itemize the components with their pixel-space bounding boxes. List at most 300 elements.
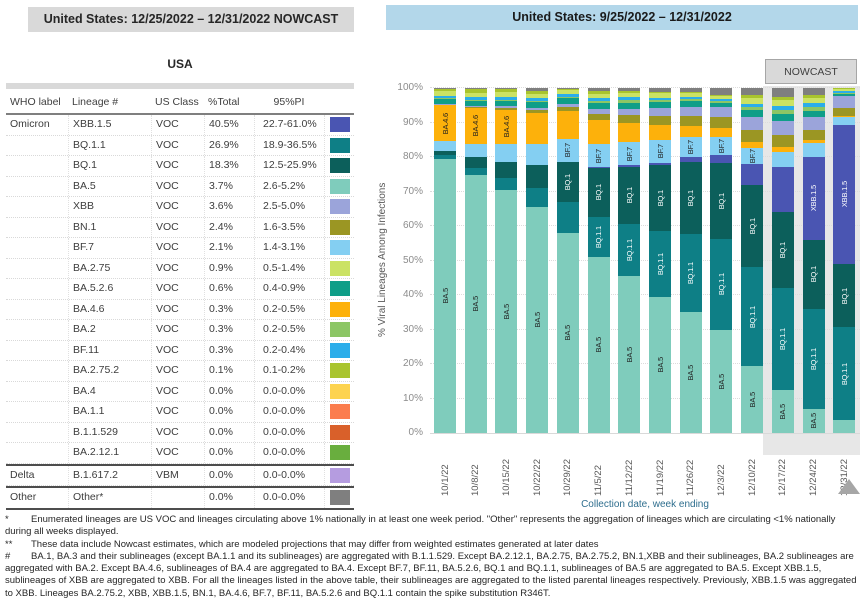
bar-segment-BQ.1[interactable] xyxy=(803,240,825,309)
bar-segment-BA.2.75.2[interactable] xyxy=(680,92,702,93)
bar-segment-BA.2.75[interactable] xyxy=(772,100,794,106)
bar-segment-BF.7[interactable] xyxy=(803,143,825,157)
bar-segment-BF.11[interactable] xyxy=(588,98,610,101)
bar-segment-XBB[interactable] xyxy=(434,104,456,105)
bar-segment-BA.5.2.6[interactable] xyxy=(741,110,763,117)
bar-segment-BA.2.75.2[interactable] xyxy=(772,97,794,100)
bar-segment-BA.2[interactable] xyxy=(833,93,855,94)
bar-segment-BA.5[interactable] xyxy=(649,297,671,433)
bar-segment-Other[interactable] xyxy=(557,88,579,89)
bar-segment-BA.2[interactable] xyxy=(495,100,517,101)
bar-segment-BA.2.75.2[interactable] xyxy=(710,95,732,96)
who-label-cell xyxy=(6,320,68,340)
lineage-cell: BQ.1 xyxy=(68,156,151,176)
bar-segment-BF.11[interactable] xyxy=(526,98,548,101)
bar-10/22/22[interactable] xyxy=(526,88,548,433)
bar-segment-BA.4.6[interactable] xyxy=(434,105,456,141)
bar-segment-BQ.1.1[interactable] xyxy=(680,234,702,313)
bar-segment-XBB[interactable] xyxy=(772,121,794,135)
bar-segment-BN.1[interactable] xyxy=(588,114,610,120)
bar-segment-BA.2.75.2[interactable] xyxy=(434,89,456,91)
bar-segment-BQ.1[interactable] xyxy=(618,167,640,224)
bar-segment-BA.4.6[interactable] xyxy=(680,126,702,138)
x-tick-label: 11/19/22 xyxy=(654,459,666,496)
bar-segment-BN.1[interactable] xyxy=(465,107,487,108)
bar-segment-XBB[interactable] xyxy=(465,106,487,107)
bar-segment-BA.2.75[interactable] xyxy=(680,93,702,97)
swatch-cell xyxy=(324,300,354,320)
bar-segment-BN.1[interactable] xyxy=(833,108,855,116)
total-cell: 0.9% xyxy=(204,259,254,279)
bar-segment-BF.11[interactable] xyxy=(465,97,487,100)
bar-segment-BA.5.2.6[interactable] xyxy=(710,103,732,108)
bar-segment-BA.5.2.6[interactable] xyxy=(465,101,487,106)
bar-segment-BA.4.6[interactable] xyxy=(833,116,855,117)
lineage-color-swatch xyxy=(330,445,350,460)
bar-segment-BQ.1.1[interactable] xyxy=(495,178,517,190)
segment-label: BA.5 xyxy=(563,325,573,341)
us-class-cell: VOC xyxy=(151,320,204,340)
segment-label: BQ.1 xyxy=(594,184,604,201)
bar-segment-BQ.1[interactable] xyxy=(680,162,702,234)
x-tick-label: 12/10/22 xyxy=(746,459,758,496)
bar-segment-XBB.1.5[interactable] xyxy=(741,164,763,185)
lineage-row-B.1.617.2 xyxy=(6,464,354,487)
lineage-cell: BF.11 xyxy=(68,341,151,361)
lineage-row-BQ.1.1 xyxy=(6,136,354,157)
bar-11/12/22[interactable] xyxy=(618,88,640,433)
bar-segment-BQ.1[interactable] xyxy=(588,168,610,217)
bar-segment-BN.1[interactable] xyxy=(649,116,671,125)
bar-segment-BA.2.75[interactable] xyxy=(465,93,487,97)
bar-segment-BF.7[interactable] xyxy=(710,137,732,155)
bar-segment-BN.1[interactable] xyxy=(741,130,763,142)
total-cell: 0.0% xyxy=(204,466,254,486)
lineage-cell: B.1.617.2 xyxy=(68,466,151,486)
bar-12/24/22[interactable] xyxy=(803,88,825,433)
bar-segment-BA.5[interactable] xyxy=(588,257,610,433)
bar-segment-BQ.1[interactable] xyxy=(772,212,794,288)
lineage-cell: BN.1 xyxy=(68,218,151,238)
bar-segment-BF.7[interactable] xyxy=(833,117,855,124)
bar-segment-BF.11[interactable] xyxy=(741,104,763,107)
bar-segment-BF.11[interactable] xyxy=(557,94,579,97)
segment-label: BA.5 xyxy=(440,288,450,304)
lineage-color-swatch xyxy=(330,322,350,337)
lineage-cell: BA.4 xyxy=(68,382,151,402)
bar-segment-XBB.1.5[interactable] xyxy=(649,163,671,166)
bar-segment-BA.2[interactable] xyxy=(649,100,671,102)
bar-segment-BA.5[interactable] xyxy=(618,276,640,433)
bar-segment-BQ.1[interactable] xyxy=(465,157,487,169)
bar-segment-XBB[interactable] xyxy=(741,117,763,130)
bar-segment-Other[interactable] xyxy=(772,88,794,97)
bar-segment-BF.7[interactable] xyxy=(618,142,640,165)
bar-segment-BA.4.6[interactable] xyxy=(526,113,548,144)
us-class-cell xyxy=(151,488,204,508)
lineage-cell: XBB xyxy=(68,197,151,217)
bar-segment-BN.1[interactable] xyxy=(618,115,640,122)
bar-segment-BN.1[interactable] xyxy=(495,108,517,110)
bar-segment-BQ.1.1[interactable] xyxy=(526,188,548,208)
bar-segment-BQ.1[interactable] xyxy=(710,163,732,239)
table-top-band xyxy=(6,83,354,89)
bar-segment-XBB[interactable] xyxy=(803,117,825,130)
bar-segment-BA.5.2.6[interactable] xyxy=(680,101,702,107)
bar-segment-BQ.1.1[interactable] xyxy=(434,155,456,158)
bar-segment-BA.5.2.6[interactable] xyxy=(495,101,517,106)
bar-segment-XBB.1.5[interactable] xyxy=(772,167,794,212)
bar-segment-BF.11[interactable] xyxy=(649,98,671,101)
bar-segment-BA.2.75.2[interactable] xyxy=(803,95,825,98)
us-class-cell: VOC xyxy=(151,259,204,279)
bar-segment-BF.7[interactable] xyxy=(588,144,610,167)
bar-segment-BF.7[interactable] xyxy=(741,148,763,164)
segment-label: BA.4.6 xyxy=(471,115,481,137)
bar-segment-BA.2.75.2[interactable] xyxy=(526,91,548,93)
bar-segment-BF.11[interactable] xyxy=(710,99,732,101)
bar-segment-Other[interactable] xyxy=(680,88,702,92)
bar-segment-BA.2.75[interactable] xyxy=(710,95,732,99)
pi-cell: 0.0-0.0% xyxy=(254,423,324,443)
bar-segment-BQ.1[interactable] xyxy=(833,264,855,327)
bar-12/17/22[interactable] xyxy=(772,88,794,433)
bar-10/8/22[interactable] xyxy=(465,88,487,433)
bar-segment-BA.2[interactable] xyxy=(526,101,548,102)
total-cell: 3.6% xyxy=(204,197,254,217)
bar-segment-BA.2.75[interactable] xyxy=(618,93,640,98)
bar-segment-BA.2[interactable] xyxy=(588,101,610,103)
us-class-cell: VOC xyxy=(151,218,204,238)
bar-segment-Other[interactable] xyxy=(465,88,487,89)
bar-segment-XBB[interactable] xyxy=(833,96,855,108)
bar-segment-BA.2[interactable] xyxy=(465,100,487,101)
bar-12/3/22[interactable] xyxy=(710,88,732,433)
bar-segment-BA.5[interactable] xyxy=(710,330,732,434)
bar-10/29/22[interactable] xyxy=(557,88,579,433)
bar-segment-BA.2.75[interactable] xyxy=(649,93,671,97)
bar-segment-BA.4.6[interactable] xyxy=(649,125,671,141)
bar-segment-BA.5.2.6[interactable] xyxy=(588,103,610,109)
lineage-row-BA.4.6 xyxy=(6,300,354,321)
lineage-color-swatch xyxy=(330,179,350,194)
bar-segment-XBB[interactable] xyxy=(649,108,671,116)
bar-segment-BA.5.2.6[interactable] xyxy=(618,103,640,110)
bar-segment-BF.11[interactable] xyxy=(434,96,456,99)
segment-label: BQ.1 xyxy=(655,189,665,207)
bar-segment-XBB[interactable] xyxy=(710,107,732,117)
bar-segment-BF.11[interactable] xyxy=(680,97,702,99)
bar-segment-BA.5[interactable] xyxy=(495,190,517,433)
bar-segment-BA.5[interactable] xyxy=(680,312,702,433)
bar-segment-BA.2.75.2[interactable] xyxy=(588,91,610,93)
bar-segment-BQ.1.1[interactable] xyxy=(618,224,640,276)
lineage-cell: BA.4.6 xyxy=(68,300,151,320)
pi-cell: 0.5-1.4% xyxy=(254,259,324,279)
swatch-cell xyxy=(324,402,354,422)
bar-segment-XBB.1.5[interactable] xyxy=(710,155,732,163)
bar-segment-BF.7[interactable] xyxy=(526,144,548,164)
bar-segment-BA.2.75[interactable] xyxy=(741,98,763,104)
swatch-cell xyxy=(324,279,354,299)
bar-segment-XBB[interactable] xyxy=(680,107,702,116)
segment-label: BQ.1 xyxy=(809,266,819,283)
bar-segment-BA.2[interactable] xyxy=(803,107,825,110)
swatch-cell xyxy=(324,238,354,258)
bar-segment-Other[interactable] xyxy=(649,88,671,92)
bar-segment-Other[interactable] xyxy=(526,88,548,91)
bar-segment-Other[interactable] xyxy=(710,88,732,95)
bar-segment-BA.2.75[interactable] xyxy=(557,90,579,94)
bar-segment-BN.1[interactable] xyxy=(680,116,702,126)
footnotes xyxy=(5,514,860,600)
bar-segment-BA.5[interactable] xyxy=(741,366,763,433)
bar-segment-BA.5[interactable] xyxy=(833,420,855,433)
bar-segment-XBB[interactable] xyxy=(588,109,610,114)
bar-segment-BA.4.6[interactable] xyxy=(710,128,732,137)
bar-segment-BF.7[interactable] xyxy=(772,152,794,168)
bar-segment-BN.1[interactable] xyxy=(710,117,732,127)
segment-label: BF.7 xyxy=(594,148,604,163)
pi-cell: 0.2-0.5% xyxy=(254,300,324,320)
bar-segment-BA.5[interactable] xyxy=(772,390,794,433)
bar-segment-BQ.1[interactable] xyxy=(649,165,671,230)
lineage-color-swatch xyxy=(330,384,350,399)
bar-12/10/22[interactable] xyxy=(741,88,763,433)
bar-11/5/22[interactable] xyxy=(588,88,610,433)
bar-segment-BA.4.6[interactable] xyxy=(495,110,517,144)
bar-segment-BA.5[interactable] xyxy=(434,159,456,433)
who-label-cell xyxy=(6,300,68,320)
bar-segment-BF.7[interactable] xyxy=(465,144,487,157)
bar-segment-BA.5[interactable] xyxy=(526,207,548,433)
bar-segment-BA.4.6[interactable] xyxy=(588,120,610,144)
bar-segment-BA.5.2.6[interactable] xyxy=(434,99,456,103)
bar-segment-BA.5[interactable] xyxy=(465,175,487,433)
bar-segment-BA.5.2.6[interactable] xyxy=(526,102,548,108)
bar-segment-BF.7[interactable] xyxy=(434,141,456,151)
us-class-cell: VOC xyxy=(151,136,204,156)
nowcast-button[interactable]: NOWCAST xyxy=(765,59,857,84)
col-header-lineage: Lineage # xyxy=(72,96,119,108)
lineage-color-swatch xyxy=(330,404,350,419)
bar-segment-BF.7[interactable] xyxy=(649,140,671,162)
y-tick-label: 100% xyxy=(397,82,423,93)
bar-segment-BA.4.6[interactable] xyxy=(803,140,825,143)
bar-segment-BQ.1.1[interactable] xyxy=(741,267,763,365)
footnote: ** These data include Nowcast estimates, which are modeled projections that may differ from weighted estimates generated at later dates xyxy=(5,538,599,550)
bar-segment-BA.2.75.2[interactable] xyxy=(495,89,517,92)
lineage-table xyxy=(6,92,354,510)
bar-segment-XBB[interactable] xyxy=(495,106,517,108)
bar-segment-BA.2.75[interactable] xyxy=(833,88,855,91)
bar-segment-BA.2.75[interactable] xyxy=(588,94,610,99)
bar-segment-BA.2.75.2[interactable] xyxy=(741,95,763,98)
bar-segment-BQ.1[interactable] xyxy=(526,165,548,188)
segment-label: BQ.1.1 xyxy=(624,238,634,261)
bar-segment-XBB.1.5[interactable] xyxy=(588,167,610,168)
bar-segment-XBB.1.5[interactable] xyxy=(833,125,855,265)
bar-segment-BA.5[interactable] xyxy=(803,409,825,433)
bar-segment-Other[interactable] xyxy=(741,88,763,95)
bar-segment-BQ.1.1[interactable] xyxy=(772,288,794,390)
segment-label: BQ.1 xyxy=(563,173,573,190)
bar-segment-BA.5[interactable] xyxy=(557,233,579,433)
segment-label: BQ.1.1 xyxy=(686,261,696,284)
bar-segment-BF.11[interactable] xyxy=(772,106,794,110)
bar-segment-Other[interactable] xyxy=(434,88,456,89)
total-cell: 0.0% xyxy=(204,423,254,443)
bar-segment-BA.2.75.2[interactable] xyxy=(649,92,671,93)
pi-cell: 0.2-0.5% xyxy=(254,320,324,340)
bar-segment-BN.1[interactable] xyxy=(803,130,825,140)
segment-label: XBB.1.5 xyxy=(839,181,849,208)
bar-segment-XBB[interactable] xyxy=(618,109,640,115)
bar-segment-XBB[interactable] xyxy=(526,108,548,110)
bar-segment-BQ.1.1[interactable] xyxy=(803,309,825,409)
bar-segment-BF.11[interactable] xyxy=(618,97,640,100)
total-cell: 0.6% xyxy=(204,279,254,299)
bar-segment-BA.2[interactable] xyxy=(557,97,579,98)
segment-label: BQ.1.1 xyxy=(655,252,665,275)
bar-segment-BA.4.6[interactable] xyxy=(557,111,579,139)
bar-segment-Other[interactable] xyxy=(495,88,517,89)
us-class-cell: VOC xyxy=(151,115,204,135)
bar-segment-BQ.1[interactable] xyxy=(434,151,456,155)
us-class-cell: VOC xyxy=(151,300,204,320)
bar-segment-BA.2[interactable] xyxy=(741,107,763,110)
who-label-cell xyxy=(6,382,68,402)
bar-segment-BF.7[interactable] xyxy=(680,137,702,157)
lineage-row-XBB.1.5 xyxy=(6,115,354,136)
bar-segment-BQ.1[interactable] xyxy=(495,162,517,178)
bar-segment-BA.2.75[interactable] xyxy=(434,91,456,95)
bar-segment-BA.4.6[interactable] xyxy=(772,147,794,152)
bar-segment-BA.4.6[interactable] xyxy=(465,108,487,144)
segment-label: BA.5 xyxy=(716,373,726,389)
bar-segment-BF.11[interactable] xyxy=(495,97,517,100)
bar-segment-Other[interactable] xyxy=(618,88,640,91)
total-cell: 40.5% xyxy=(204,115,254,135)
lineage-cell: BA.5 xyxy=(68,177,151,197)
col-header-who-label: WHO label xyxy=(10,96,61,108)
segment-label: BF.7 xyxy=(563,143,573,158)
col-header-total: %Total xyxy=(208,96,240,108)
segment-label: BA.5 xyxy=(624,346,634,363)
lineage-cell: B.1.1.529 xyxy=(68,423,151,443)
segment-label: BA.5 xyxy=(471,296,481,312)
bar-segment-BA.2.75[interactable] xyxy=(526,94,548,98)
bar-segment-BF.7[interactable] xyxy=(495,144,517,162)
col-header-us-class: US Class xyxy=(155,96,199,108)
bar-segment-BA.5.2.6[interactable] xyxy=(772,114,794,121)
bar-segment-BA.2[interactable] xyxy=(680,99,702,101)
lineage-color-swatch xyxy=(330,261,350,276)
bar-segment-BN.1[interactable] xyxy=(557,107,579,111)
bar-segment-BA.2.75.2[interactable] xyxy=(465,89,487,92)
bar-segment-BN.1[interactable] xyxy=(772,135,794,147)
bar-segment-BQ.1.1[interactable] xyxy=(465,168,487,175)
bar-10/1/22[interactable] xyxy=(434,88,456,433)
bar-11/19/22[interactable] xyxy=(649,88,671,433)
bar-segment-BA.2.75[interactable] xyxy=(495,92,517,96)
y-tick-label: 90% xyxy=(402,116,423,128)
total-cell: 0.1% xyxy=(204,361,254,381)
us-class-cell: VOC xyxy=(151,443,204,463)
bar-segment-BN.1[interactable] xyxy=(434,104,456,105)
total-cell: 0.0% xyxy=(204,443,254,463)
table-title: USA xyxy=(167,57,193,71)
bar-segment-BQ.1.1[interactable] xyxy=(557,202,579,233)
bar-segment-XBB.1.5[interactable] xyxy=(803,157,825,240)
bar-segment-Other[interactable] xyxy=(803,88,825,95)
bar-segment-BA.2[interactable] xyxy=(434,98,456,99)
bar-segment-XBB.1.5[interactable] xyxy=(618,165,640,166)
pi-cell: 12.5-25.9% xyxy=(254,156,324,176)
swatch-cell xyxy=(324,341,354,361)
swatch-cell xyxy=(324,382,354,402)
bar-segment-BA.5.2.6[interactable] xyxy=(649,102,671,108)
bar-segment-BQ.1[interactable] xyxy=(741,185,763,268)
bar-segment-BA.2.75.2[interactable] xyxy=(557,89,579,90)
bar-segment-XBB[interactable] xyxy=(557,104,579,107)
bar-segment-BA.5.2.6[interactable] xyxy=(833,94,855,96)
total-cell: 0.3% xyxy=(204,341,254,361)
bar-segment-BQ.1.1[interactable] xyxy=(588,217,610,257)
bar-segment-BF.11[interactable] xyxy=(833,91,855,92)
lineage-cell: BF.7 xyxy=(68,238,151,258)
segment-label: BQ.1.1 xyxy=(809,347,819,370)
us-class-cell: VOC xyxy=(151,197,204,217)
bar-segment-BA.2.75.2[interactable] xyxy=(618,91,640,93)
bar-segment-BA.2[interactable] xyxy=(618,100,640,102)
segment-label: BA.5 xyxy=(501,303,511,320)
bar-segment-BF.7[interactable] xyxy=(557,139,579,162)
bar-segment-BA.2.75[interactable] xyxy=(803,98,825,104)
bar-segment-BQ.1.1[interactable] xyxy=(649,231,671,297)
who-label-cell xyxy=(6,443,68,463)
bar-segment-BA.5.2.6[interactable] xyxy=(557,98,579,103)
bar-segment-XBB.1.5[interactable] xyxy=(680,157,702,161)
bar-segment-BF.11[interactable] xyxy=(803,103,825,107)
segment-label: BA.5 xyxy=(532,312,542,328)
bar-segment-BQ.1.1[interactable] xyxy=(710,239,732,330)
bar-10/15/22[interactable] xyxy=(495,88,517,433)
lineage-color-swatch xyxy=(330,343,350,358)
bar-segment-BA.4.6[interactable] xyxy=(741,142,763,148)
pi-cell: 2.6-5.2% xyxy=(254,177,324,197)
segment-label: BF.7 xyxy=(655,144,665,159)
bar-11/26/22[interactable] xyxy=(680,88,702,433)
pi-cell: 1.4-3.1% xyxy=(254,238,324,258)
segment-label: BF.7 xyxy=(716,138,726,153)
y-tick-label: 80% xyxy=(402,151,423,162)
bar-segment-BA.2[interactable] xyxy=(772,110,794,113)
lineage-row-XBB xyxy=(6,197,354,218)
bar-segment-Other[interactable] xyxy=(588,88,610,91)
bar-segment-BA.5.2.6[interactable] xyxy=(803,111,825,117)
bar-segment-BN.1[interactable] xyxy=(526,110,548,113)
bar-segment-BA.4.6[interactable] xyxy=(618,123,640,143)
right-panel-header: United States: 9/25/2022 – 12/31/2022 xyxy=(386,5,858,30)
total-cell: 0.0% xyxy=(204,382,254,402)
bar-segment-BA.2[interactable] xyxy=(710,101,732,102)
x-tick-label: 11/26/22 xyxy=(685,459,697,496)
us-class-cell: VOC xyxy=(151,382,204,402)
bar-segment-BQ.1.1[interactable] xyxy=(833,327,855,420)
bar-12/31/22[interactable] xyxy=(833,88,855,433)
bar-segment-BQ.1[interactable] xyxy=(557,162,579,202)
